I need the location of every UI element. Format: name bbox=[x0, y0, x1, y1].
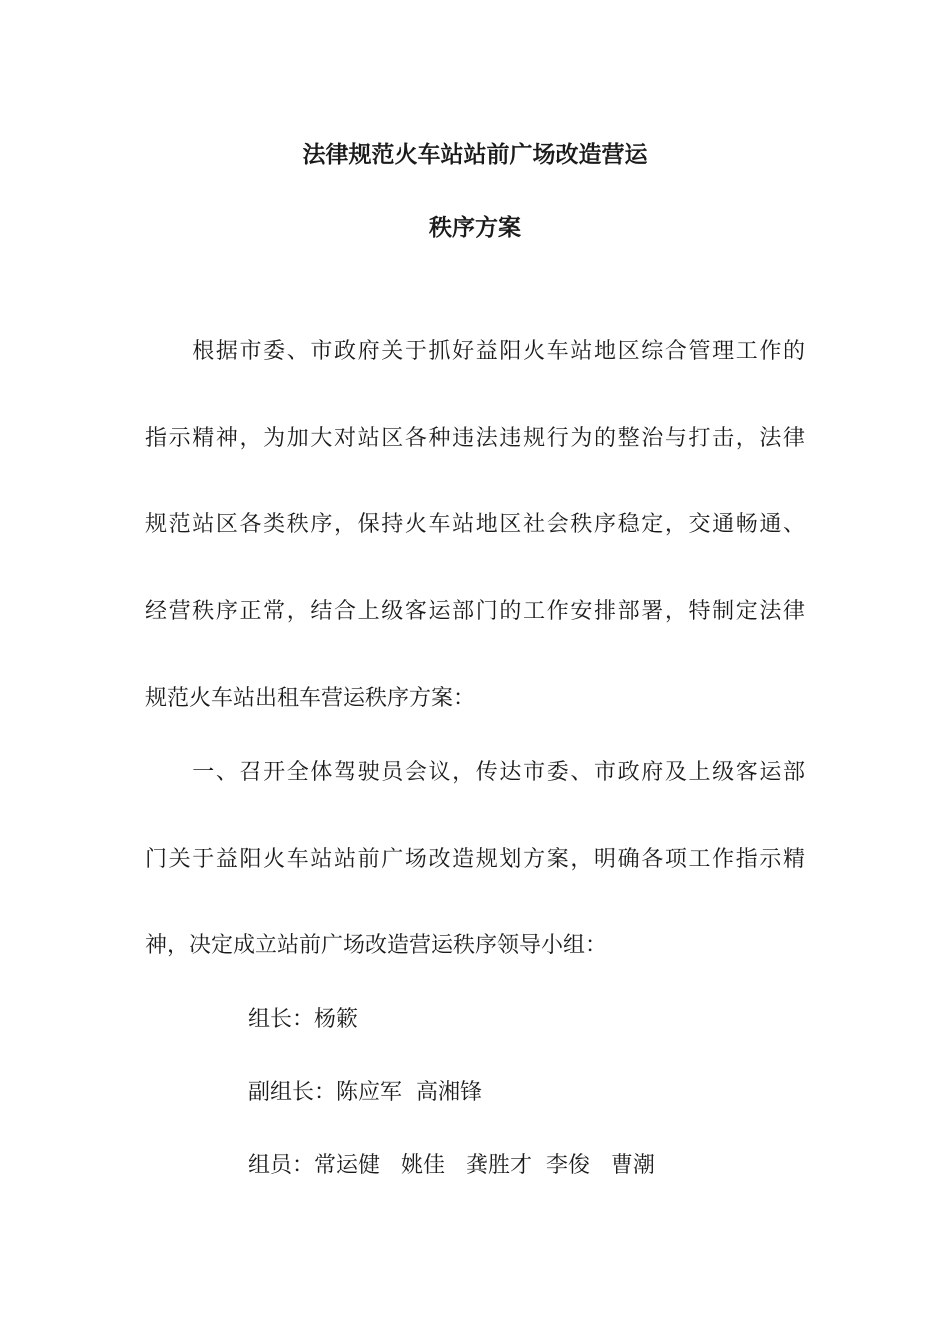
paragraph-line: 规范火车站出租车营运秩序方案： bbox=[145, 686, 476, 711]
paragraph-line: 指示精神，为加大对站区各种违法违规行为的整治与打击，法律 bbox=[145, 426, 805, 451]
paragraph-line: 神，决定成立站前广场改造营运秩序领导小组： bbox=[145, 933, 608, 958]
group-leader: 组长：杨簌 bbox=[248, 1007, 359, 1032]
group-deputy-leaders: 副组长：陈应军 高湘锋 bbox=[248, 1080, 482, 1105]
paragraph-line: 经营秩序正常，结合上级客运部门的工作安排部署，特制定法律 bbox=[145, 599, 805, 624]
document-title-line-1: 法律规范火车站站前广场改造营运 bbox=[302, 142, 648, 168]
paragraph-line: 规范站区各类秩序，保持火车站地区社会秩序稳定，交通畅通、 bbox=[145, 512, 805, 537]
paragraph-line: 根据市委、市政府关于抓好益阳火车站地区综合管理工作的 bbox=[145, 339, 805, 364]
group-members: 组员：常运健 姚佳 龚胜才 李俊 曹潮 bbox=[248, 1153, 655, 1178]
document-title-line-2: 秩序方案 bbox=[429, 215, 521, 241]
paragraph-line: 一、召开全体驾驶员会议，传达市委、市政府及上级客运部 bbox=[145, 760, 805, 785]
paragraph-line: 门关于益阳火车站站前广场改造规划方案，明确各项工作指示精 bbox=[145, 847, 805, 872]
